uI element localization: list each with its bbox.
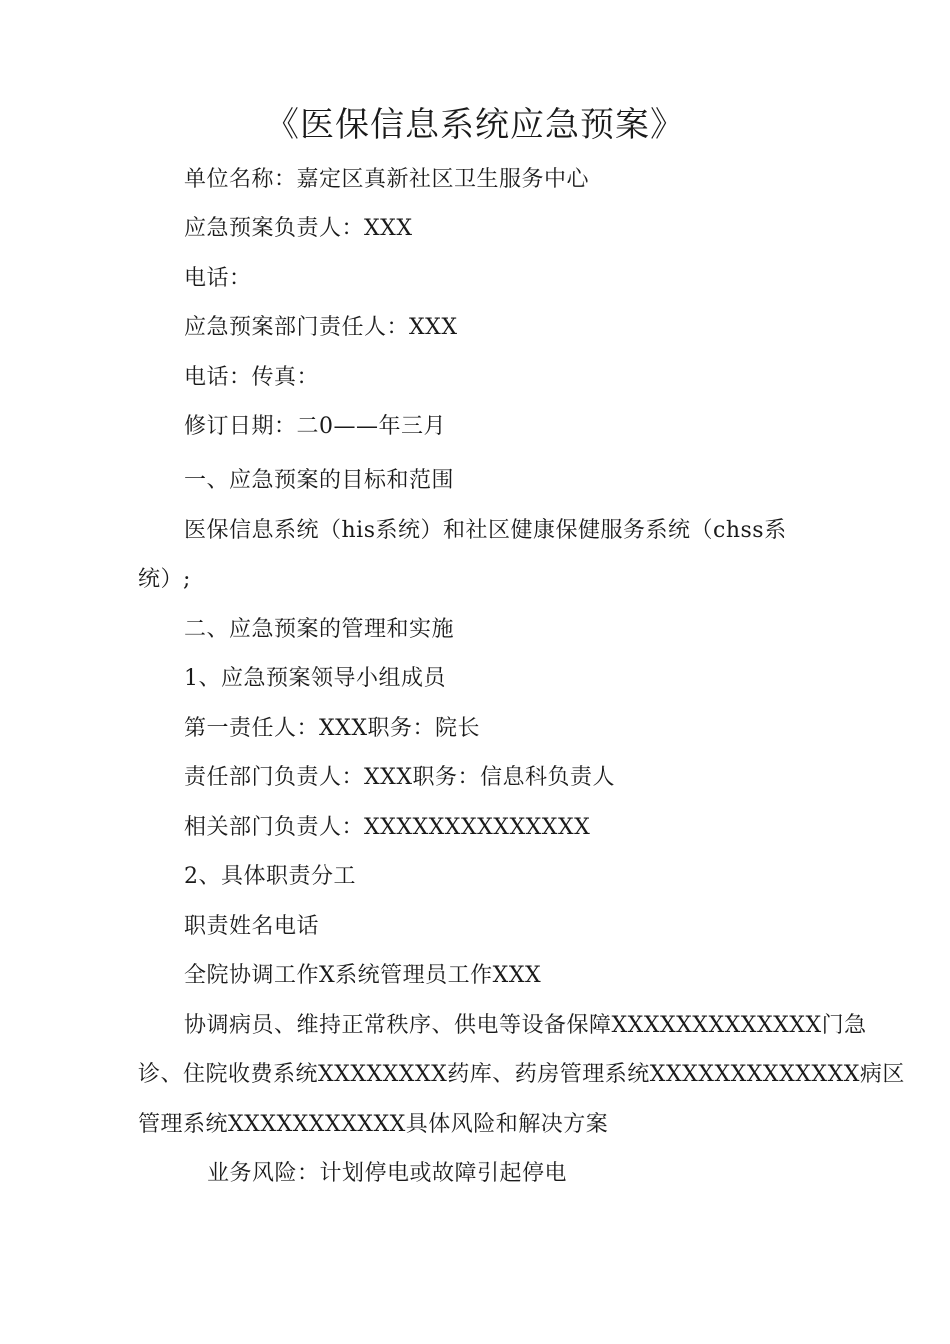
duty-header-line: 职责姓名电话 [184, 914, 320, 939]
subsection-heading-2: 2、具体职责分工 [184, 864, 356, 889]
department-head-line: 责任部门负责人：XXX职务：信息科负责人 [184, 765, 615, 790]
related-department-line: 相关部门负责人：XXXXXXXXXXXXXX [184, 815, 591, 840]
section-heading-2: 二、应急预案的管理和实施 [184, 617, 455, 642]
duty-paragraph-line-1: 协调病员、维持正常秩序、供电等设备保障XXXXXXXXXXXXX门急 [184, 1013, 867, 1038]
document-title: 《医保信息系统应急预案》 [265, 105, 685, 145]
phone-line: 电话： [184, 266, 252, 291]
business-risk-line: 业务风险：计划停电或故障引起停电 [207, 1161, 568, 1186]
scope-paragraph-line-2: 统）; [138, 567, 191, 592]
unit-name-line: 单位名称：嘉定区真新社区卫生服务中心 [184, 167, 590, 192]
duty-paragraph-line-2: 诊、住院收费系统XXXXXXXX药库、药房管理系统XXXXXXXXXXXXX病区 [138, 1062, 905, 1087]
section-heading-1: 一、应急预案的目标和范围 [184, 468, 455, 493]
revision-date-line: 修订日期：二0——年三月 [184, 414, 446, 439]
duty-paragraph-line-3: 管理系统XXXXXXXXXXX具体风险和解决方案 [138, 1112, 609, 1137]
coordination-line: 全院协调工作X系统管理员工作XXX [184, 963, 542, 988]
phone-fax-line: 电话：传真： [184, 365, 320, 390]
subsection-heading-1: 1、应急预案领导小组成员 [184, 666, 446, 691]
plan-owner-line: 应急预案负责人：XXX [184, 216, 413, 241]
department-owner-line: 应急预案部门责任人：XXX [184, 315, 458, 340]
first-responsible-line: 第一责任人：XXX职务：院长 [184, 716, 480, 741]
scope-paragraph-line-1: 医保信息系统（his系统）和社区健康保健服务系统（chss系 [184, 518, 787, 543]
